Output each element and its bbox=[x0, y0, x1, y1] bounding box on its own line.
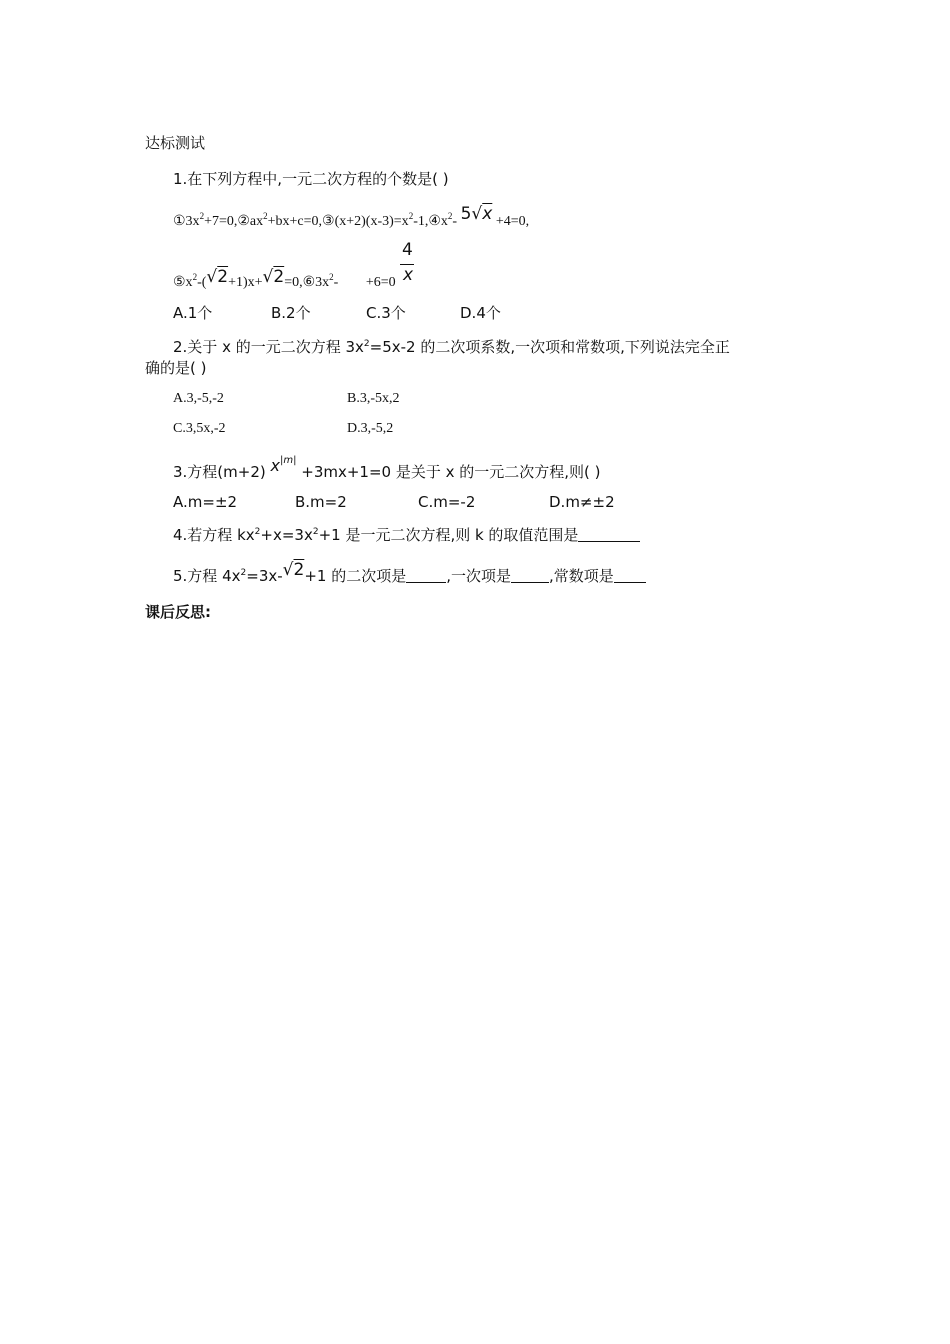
question-3-option-a: A.m=±2 bbox=[173, 493, 238, 511]
fraction-4-over-x-numerator: 4 bbox=[402, 240, 413, 260]
question-1-option-c: C.3个 bbox=[366, 304, 406, 322]
fraction-4-over-x-denominator: x bbox=[403, 265, 414, 285]
power-term-base: x bbox=[270, 456, 280, 475]
question-3-option-d: D.m≠±2 bbox=[549, 493, 615, 511]
question-2-option-d: D.3,-5,2 bbox=[347, 421, 394, 436]
question-4-stem: 4.若方程 $kx^2+x=3x^2+1$ 是一元二次方程,则 k 的取值范围是 bbox=[173, 524, 640, 545]
radical-5-root-x: 5√x bbox=[460, 204, 493, 224]
question-5-stem: 5.方程 $4x^2=3x-√2+1$ 的二次项是 ,一次项是 ,常数项是 bbox=[173, 565, 646, 586]
power-term-exponent: |m| bbox=[280, 455, 297, 466]
answer-blank-linear-term[interactable] bbox=[511, 570, 549, 583]
question-3-option-c: C.m=-2 bbox=[418, 493, 476, 511]
question-1-equations-row-2: $⑤x^2-(√2+1)x+√2=0,⑥3x^2- +6=0$ bbox=[173, 267, 396, 290]
after-class-reflection-label: 课后反思: bbox=[145, 603, 211, 621]
question-1-option-d: D.4个 bbox=[460, 304, 501, 322]
question-1-option-a: A.1个 bbox=[173, 304, 213, 322]
question-2-option-a: A.3,-5,-2 bbox=[173, 391, 224, 406]
section-heading: 达标测试 bbox=[145, 134, 206, 152]
question-2-stem-continued: 确的是( ) bbox=[145, 359, 207, 377]
answer-blank[interactable] bbox=[578, 529, 640, 542]
question-1-option-b: B.2个 bbox=[271, 304, 311, 322]
question-3-option-b: B.m=2 bbox=[295, 493, 347, 511]
question-1-equations-row-1: $①3x^2+7=0,②ax^2+bx+c=0,③(x+2)(x-3)=x^2-1,④x^2-$ 5√x +4=0, bbox=[173, 204, 530, 229]
question-3-stem: 3.方程(m+2) $x^{|m|} +3mx+1=0$ 是关于 x 的一元二次方程,则( ) bbox=[173, 455, 601, 481]
answer-blank-quadratic-term[interactable] bbox=[406, 570, 446, 583]
question-2-option-b: B.3,-5x,2 bbox=[347, 391, 400, 406]
question-2-stem: 2.关于 x 的一元二次方程 $3x^2=5x-2$ 的二次项系数,一次项和常数项,下列说法完全正 bbox=[173, 338, 730, 356]
question-1-stem: 1.在下列方程中,一元二次方程的个数是( ) bbox=[173, 170, 449, 188]
answer-blank-constant-term[interactable] bbox=[614, 570, 646, 583]
question-2-option-c: C.3,5x,-2 bbox=[173, 421, 226, 436]
